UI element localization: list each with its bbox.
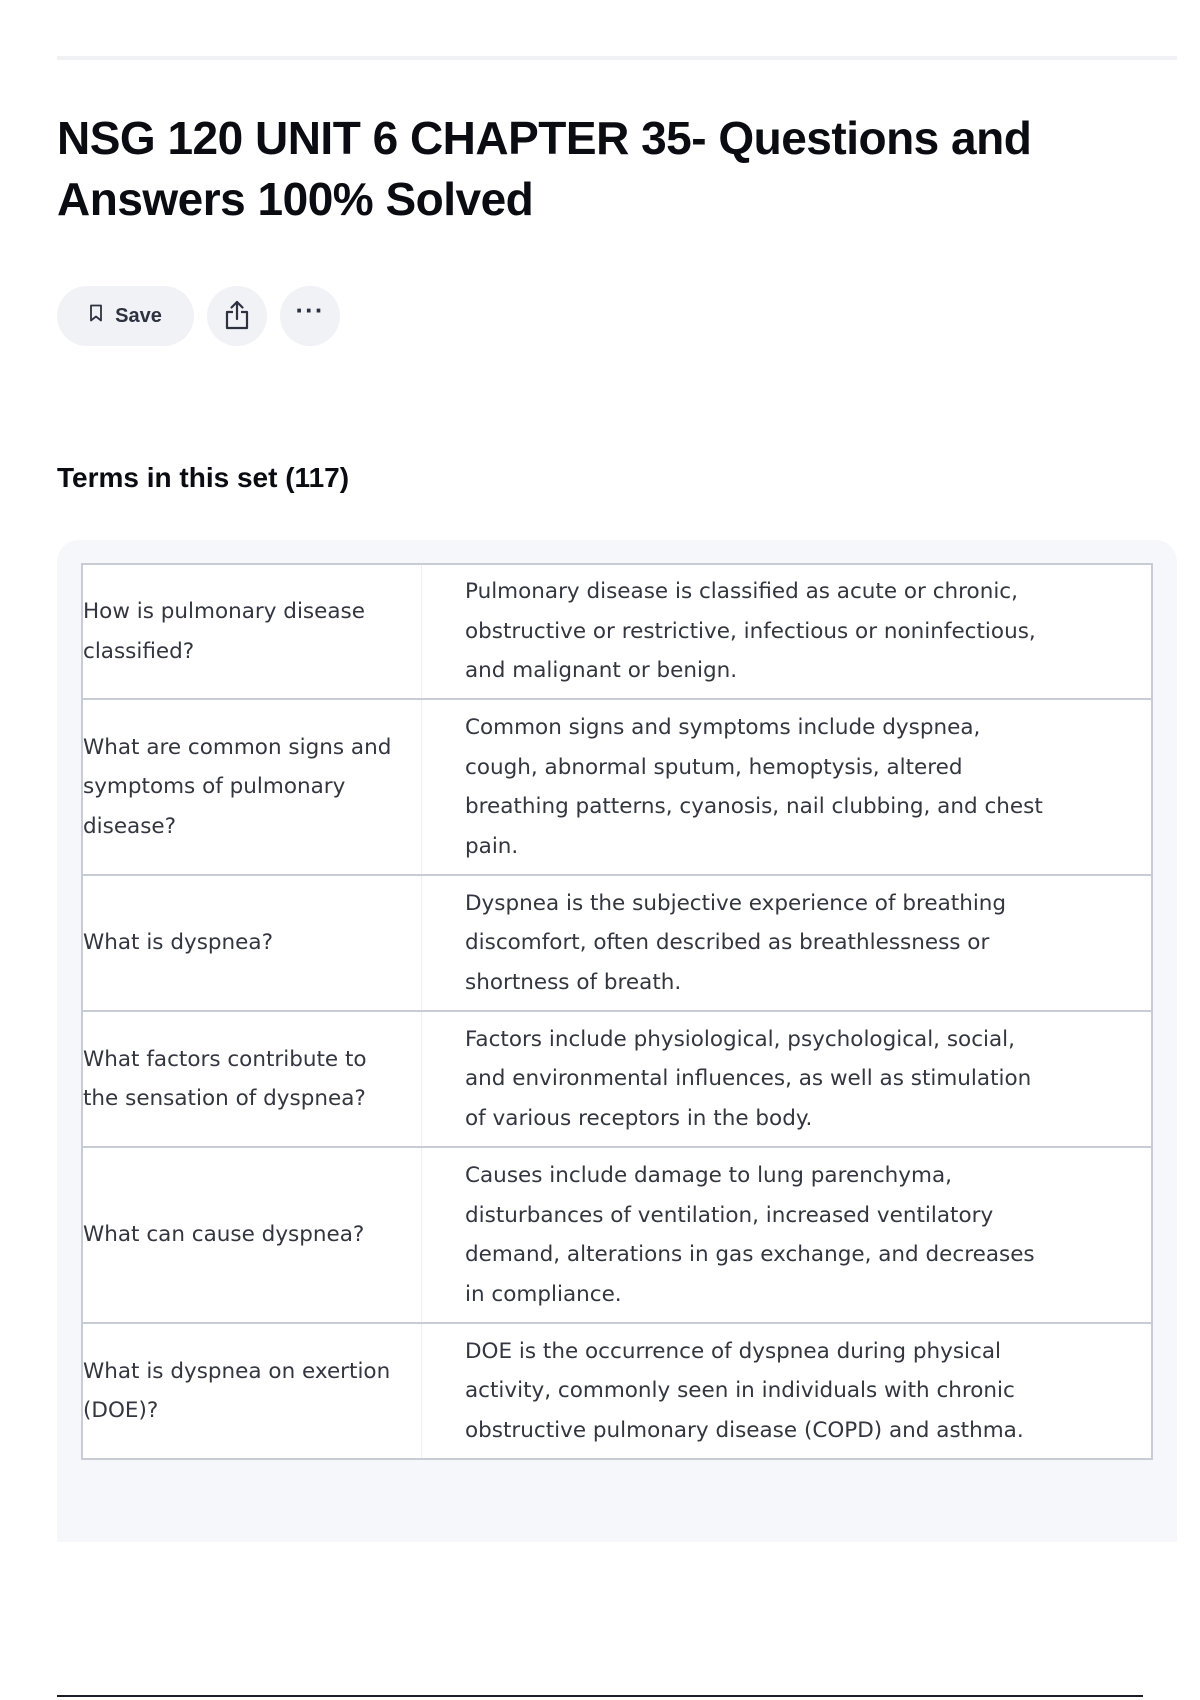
share-icon [223,300,251,333]
bookmark-icon [89,304,103,328]
definition-text: Dyspnea is the subjective experience of breathing discomfort, often described as breathlessness or shortness of breath. [422,875,1153,1011]
term-text: How is pulmonary disease classified? [82,564,422,699]
more-options-button[interactable] [280,286,340,346]
term-row [82,875,1152,1011]
more-options-icon: ··· [295,295,325,325]
term-text: What factors contribute to the sensation of dyspnea? [82,1011,422,1147]
bottom-divider [57,1695,1143,1697]
save-button-label: Save [115,304,162,327]
definition-text: Common signs and symptoms include dyspnea, cough, abnormal sputum, hemoptysis, altered breathing patterns, cyanosis, nail clubbing, and chest pain. [422,699,1153,875]
term-text: What is dyspnea on exertion (DOE)? [82,1323,422,1459]
definition-text: DOE is the occurrence of dyspnea during physical activity, commonly seen in individuals with chronic obstructive pulmonary disease (COPD) and asthma. [422,1323,1153,1459]
terms-table [81,563,1153,1460]
save-button[interactable] [57,286,194,346]
term-row [82,1323,1152,1459]
action-bar [57,285,340,347]
term-text: What can cause dyspnea? [82,1147,422,1323]
term-row [82,564,1152,699]
share-button[interactable] [207,286,267,346]
term-text: What is dyspnea? [82,875,422,1011]
term-row [82,1011,1152,1147]
term-row [82,699,1152,875]
page-title: NSG 120 UNIT 6 CHAPTER 35- Questions and Answers 100% Solved [57,112,1032,225]
term-text: What are common signs and symptoms of pulmonary disease? [82,699,422,875]
definition-text: Factors include physiological, psychological, social, and environmental influences, as well as stimulation of various receptors in the body. [422,1011,1153,1147]
definition-text: Pulmonary disease is classified as acute or chronic, obstructive or restrictive, infectious or noninfectious, and malignant or benign. [422,564,1153,699]
definition-text: Causes include damage to lung parenchyma, disturbances of ventilation, increased ventilatory demand, alterations in gas exchange, and decreases in compliance. [422,1147,1153,1323]
term-row [82,1147,1152,1323]
top-divider [57,56,1177,60]
terms-heading: Terms in this set (117) [57,462,350,493]
